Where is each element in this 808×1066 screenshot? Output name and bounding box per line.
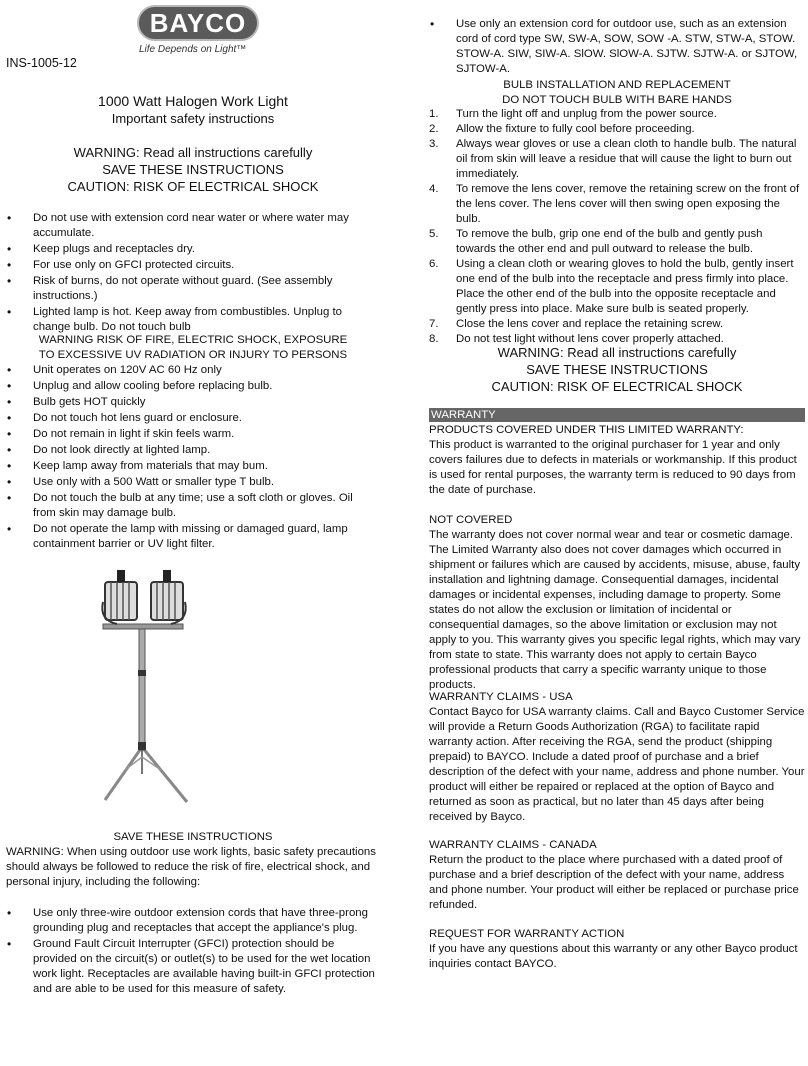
list-item: • Risk of burns, do not operate without guard. (See assembly instructions.) bbox=[6, 274, 378, 304]
logo-tagline: Life Depends on Light™ bbox=[139, 44, 247, 55]
step-number: 4. bbox=[429, 183, 439, 195]
step-item bbox=[429, 122, 805, 137]
list-item: • Do not touch the bulb at any time; use a soft cloth or gloves. Oil from skin may damage bulb. bbox=[6, 491, 378, 521]
warning-line: SAVE THESE INSTRUCTIONS bbox=[102, 162, 284, 177]
step-text: Allow the fixture to fully cool before proceeding. bbox=[456, 123, 695, 135]
safety-list-3 bbox=[6, 906, 378, 998]
warranty-section-bar: WARRANTY bbox=[429, 408, 805, 422]
bulb-subheading: DO NOT TOUCH BULB WITH BARE HANDS bbox=[502, 94, 732, 106]
warning-line: CAUTION: RISK OF ELECTRICAL SHOCK bbox=[491, 379, 743, 394]
step-item bbox=[429, 257, 805, 317]
list-item: • Lighted lamp is hot. Keep away from combustibles. Unplug to change bulb. Do not touch bulb bbox=[6, 305, 378, 335]
warning-line: WARNING: Read all instructions carefully bbox=[73, 145, 313, 160]
step-number: 1. bbox=[429, 108, 439, 120]
warning-fire-heading bbox=[6, 333, 380, 363]
step-number: 5. bbox=[429, 228, 439, 240]
outdoor-warning-text: WARNING: When using outdoor use work lights, basic safety precautions should always be followed to reduce the risk of fire, electrical shock, and personal injury, including the following: bbox=[6, 846, 376, 888]
covered-text: This product is warranted to the original purchaser for 1 year and only covers failures due to defects in materials or workmanship. If this product is used for rental purposes, the warranty term is reduced to 90 days from the date of purchase. bbox=[429, 439, 797, 496]
step-number: 7. bbox=[429, 318, 439, 330]
list-item: • Use only with a 500 Watt or smaller type T bulb. bbox=[6, 475, 378, 490]
list-item: • Keep lamp away from materials that may bum. bbox=[6, 459, 378, 474]
list-item: • Do not use with extension cord near water or where water may accumulate. bbox=[6, 211, 378, 241]
list-item: • Do not remain in light if skin feels warm. bbox=[6, 427, 378, 442]
list-item: • Use only three-wire outdoor extension cords that have three-prong grounding plug and receptacles that accept the appliance's plug. bbox=[6, 906, 378, 936]
document-title: 1000 Watt Halogen Work Light bbox=[98, 93, 288, 109]
step-number: 3. bbox=[429, 138, 439, 150]
step-text: Always wear gloves or use a clean cloth to handle bulb. The natural oil from skin will leave a residue that will cause the light to burn out immediately. bbox=[456, 138, 797, 180]
document-subtitle: Important safety instructions bbox=[111, 111, 275, 126]
bulb-steps bbox=[429, 107, 805, 347]
warning-line: WARNING: Read all instructions carefully bbox=[497, 345, 737, 360]
step-text: To remove the bulb, grip one end of the bulb and gently push towards the other end and pull outward to release the bulb. bbox=[456, 228, 763, 255]
canada-claims-text: Return the product to the place where purchased with a dated proof of purchase and a brief description of the defect with your name, address and phone number. Your product will either be replaced or purchase price refunded. bbox=[429, 854, 799, 911]
document-id: INS-1005-12 bbox=[6, 56, 77, 70]
step-item bbox=[429, 107, 805, 122]
extension-cord-list bbox=[429, 17, 805, 78]
logo-text: BAYCO bbox=[149, 7, 247, 38]
step-item bbox=[429, 227, 805, 257]
step-number: 2. bbox=[429, 123, 439, 135]
list-item: • Unplug and allow cooling before replacing bulb. bbox=[6, 379, 378, 394]
bulb-heading: BULB INSTALLATION AND REPLACEMENT bbox=[503, 79, 731, 91]
warning-line: SAVE THESE INSTRUCTIONS bbox=[526, 362, 708, 377]
request-heading: REQUEST FOR WARRANTY ACTION bbox=[429, 928, 625, 940]
list-item: • Ground Fault Circuit Interrupter (GFCI) protection should be provided on the circuit(s) or outlet(s) to be used for the wet location work light. Receptacles are available having built-in GFCI protection and are able to be used for this measure of safety. bbox=[6, 937, 378, 997]
warning-block-right bbox=[429, 344, 805, 395]
usa-claims-section bbox=[429, 690, 805, 825]
safety-list-1 bbox=[6, 211, 378, 336]
step-text: Do not test light without lens cover properly attached. bbox=[456, 333, 724, 345]
request-section bbox=[429, 927, 805, 972]
step-text: Turn the light off and unplug from the power source. bbox=[456, 108, 717, 120]
step-text: Close the lens cover and replace the retaining screw. bbox=[456, 318, 724, 330]
step-item bbox=[429, 137, 805, 182]
warning-block-top bbox=[6, 144, 380, 195]
list-item: • For use only on GFCI protected circuits. bbox=[6, 258, 378, 273]
step-text: Using a clean cloth or wearing gloves to hold the bulb, gently insert one end of the bulb into the receptacle and press firmly into place. Place the other end of the bulb into the opposite receptacle and gently press into place. Make sure bulb is seated properly. bbox=[456, 258, 794, 315]
list-item: • Unit operates on 120V AC 60 Hz only bbox=[6, 363, 378, 378]
warning-line: CAUTION: RISK OF ELECTRICAL SHOCK bbox=[67, 179, 319, 194]
save-instructions-heading: SAVE THESE INSTRUCTIONS bbox=[113, 831, 273, 843]
covered-section bbox=[429, 423, 805, 498]
list-item: • Do not touch hot lens guard or enclosure. bbox=[6, 411, 378, 426]
list-item: • Do not operate the lamp with missing or damaged guard, lamp containment barrier or UV light filter. bbox=[6, 522, 378, 552]
bulb-section-heading bbox=[429, 78, 805, 108]
list-item: • Use only an extension cord for outdoor use, such as an extension cord of cord type SW, SW-A, SOW, SOW -A. STW, STW-A, STOW. STOW-A. SIW, SIW-A. SlOW. SlOW-A. SJTW. SJTW-A. or SJTOW, SJTOW-A. bbox=[429, 17, 805, 77]
usa-claims-text: Contact Bayco for USA warranty claims. Call and Bayco Customer Service will provide a Return Goods Authorization (RGA) to facilitate rapid warranty action. After receiving the RGA, send the product (shipping prepaid) to BAYCO. Include a dated proof of purchase and a brief description of the defect with your name, address and phone number. Your product will either be repaired or replaced at the option of Bayco and returned as soon as practical, but no later than 45 days after being received by Bayco. bbox=[429, 706, 805, 823]
not-covered-section bbox=[429, 513, 805, 693]
covered-heading: PRODUCTS COVERED UNDER THIS LIMITED WARRANTY: bbox=[429, 424, 744, 436]
safety-list-2 bbox=[6, 363, 378, 553]
list-item: • Do not look directly at lighted lamp. bbox=[6, 443, 378, 458]
not-covered-text: The warranty does not cover normal wear and tear or cosmetic damage. The Limited Warranty also does not cover damages which occurred in shipment or failures which are caused by accidents, misuse, abuse, faulty installation and lightning damage. Consequential damages, incidental damages or incidental expenses, including damage to property. Some states do not allow the exclusion or limitation of incidental or consequential damages, so the above limitation or exclusion may not apply to you. This warranty gives you specific legal rights, which may vary from state to state. This warranty does not apply to certain Bayco professional products that carry a specific warranty unique to those products. bbox=[429, 529, 801, 691]
list-item: • Bulb gets HOT quickly bbox=[6, 395, 378, 410]
work-light-illustration bbox=[95, 562, 225, 812]
list-item: • Keep plugs and receptacles dry. bbox=[6, 242, 378, 257]
step-text: To remove the lens cover, remove the retaining screw on the front of the lens cover. The lens cover will then swing open exposing the bulb. bbox=[456, 183, 800, 225]
canada-claims-heading: WARRANTY CLAIMS - CANADA bbox=[429, 839, 597, 851]
canada-claims-section bbox=[429, 838, 805, 913]
not-covered-heading: NOT COVERED bbox=[429, 514, 513, 526]
request-text: If you have any questions about this warranty or any other Bayco product inquiries contact BAYCO. bbox=[429, 943, 798, 970]
warning-line: WARNING RISK OF FIRE, ELECTRIC SHOCK, EXPOSURE bbox=[38, 334, 348, 346]
usa-claims-heading: WARRANTY CLAIMS - USA bbox=[429, 691, 573, 703]
bayco-logo bbox=[137, 5, 259, 41]
step-item bbox=[429, 182, 805, 227]
step-item bbox=[429, 317, 805, 332]
step-number: 6. bbox=[429, 258, 439, 270]
warning-line: TO EXCESSIVE UV RADIATION OR INJURY TO PERSONS bbox=[38, 349, 348, 361]
step-number: 8. bbox=[429, 333, 439, 345]
